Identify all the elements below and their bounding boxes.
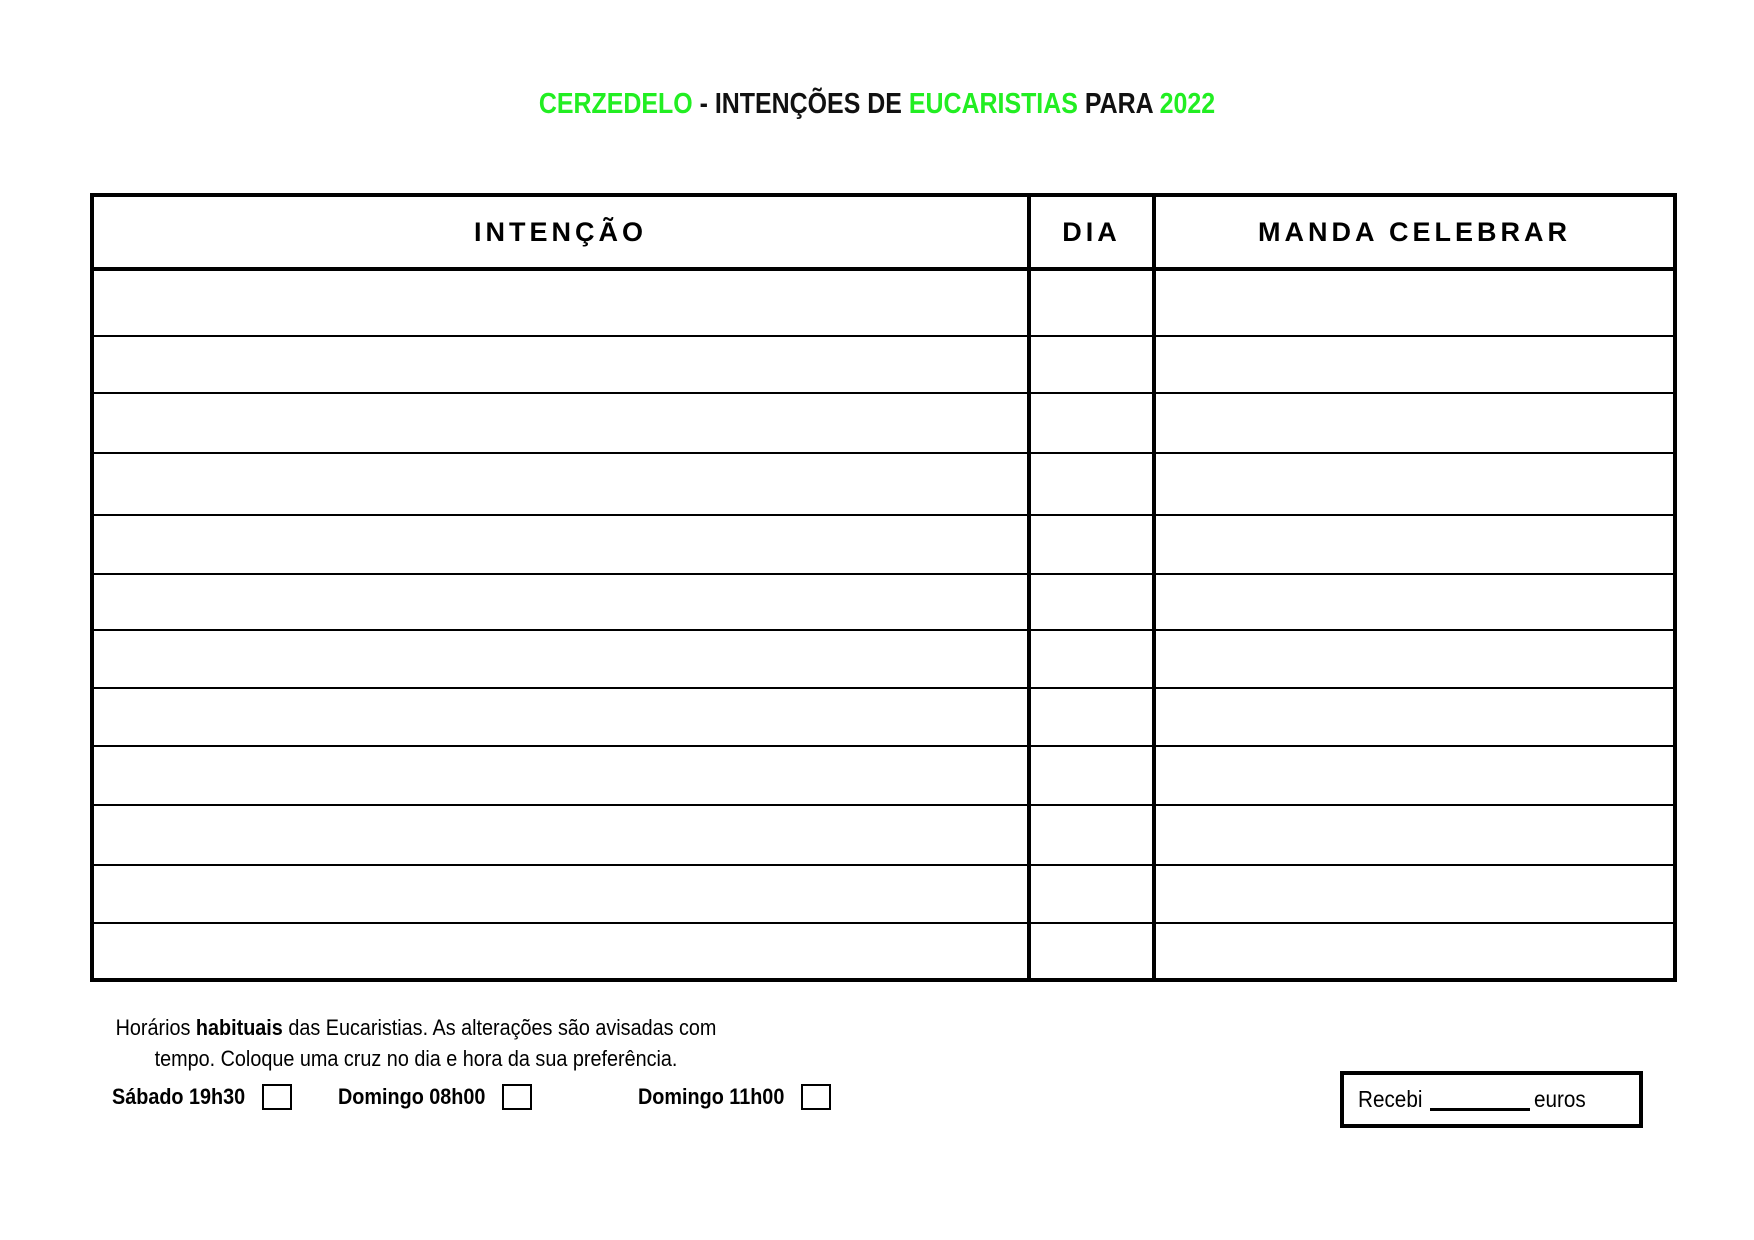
table-row <box>92 746 1675 805</box>
intencao-cell[interactable] <box>92 574 1029 630</box>
intencao-cell[interactable] <box>92 805 1029 865</box>
checkbox-domingo-08[interactable] <box>502 1084 532 1110</box>
manda-celebrar-cell[interactable] <box>1154 688 1675 747</box>
dia-cell[interactable] <box>1029 923 1154 980</box>
title-parish: CERZEDELO <box>538 88 693 120</box>
manda-celebrar-cell[interactable] <box>1154 805 1675 865</box>
intencao-cell[interactable] <box>92 453 1029 515</box>
manda-celebrar-cell[interactable] <box>1154 923 1675 980</box>
header-manda-celebrar: MANDA CELEBRAR <box>1154 195 1675 269</box>
note-bold: habituais <box>195 1015 283 1040</box>
title-intencoes: - INTENÇÕES DE <box>692 88 909 120</box>
intentions-table <box>90 193 1677 982</box>
intencao-cell[interactable] <box>92 746 1029 805</box>
dia-cell[interactable] <box>1029 453 1154 515</box>
table-row <box>92 453 1675 515</box>
schedule-label-domingo-11: Domingo 11h00 <box>638 1084 785 1109</box>
table-header-row <box>92 195 1675 269</box>
dia-cell[interactable] <box>1029 630 1154 688</box>
table-row <box>92 805 1675 865</box>
dia-cell[interactable] <box>1029 515 1154 575</box>
manda-celebrar-cell[interactable] <box>1154 630 1675 688</box>
table-row <box>92 393 1675 453</box>
schedule-option-domingo-08 <box>338 1084 532 1110</box>
manda-celebrar-cell[interactable] <box>1154 453 1675 515</box>
dia-cell[interactable] <box>1029 865 1154 924</box>
page-title <box>123 88 1631 121</box>
schedule-note <box>110 1012 722 1074</box>
intencao-cell[interactable] <box>92 688 1029 747</box>
note-prefix: Horários <box>115 1015 196 1040</box>
table-row <box>92 574 1675 630</box>
title-para: PARA <box>1077 88 1160 120</box>
manda-celebrar-cell[interactable] <box>1154 393 1675 453</box>
dia-cell[interactable] <box>1029 393 1154 453</box>
manda-celebrar-cell[interactable] <box>1154 746 1675 805</box>
intencao-cell[interactable] <box>92 630 1029 688</box>
dia-cell[interactable] <box>1029 269 1154 336</box>
receipt-label: Recebi <box>1358 1086 1423 1112</box>
manda-celebrar-cell[interactable] <box>1154 574 1675 630</box>
intencao-cell[interactable] <box>92 393 1029 453</box>
intencao-cell[interactable] <box>92 923 1029 980</box>
table-row <box>92 336 1675 394</box>
receipt-amount-field[interactable] <box>1430 1088 1530 1111</box>
intencao-cell[interactable] <box>92 865 1029 924</box>
table-row <box>92 865 1675 924</box>
checkbox-domingo-11[interactable] <box>801 1084 831 1110</box>
header-dia: DIA <box>1029 195 1154 269</box>
intencao-cell[interactable] <box>92 269 1029 336</box>
note-line2: tempo. Coloque uma cruz no dia e hora da sua preferência. <box>154 1046 678 1071</box>
schedule-option-sabado <box>112 1084 292 1110</box>
table-row <box>92 269 1675 336</box>
header-intencao: INTENÇÃO <box>92 195 1029 269</box>
intencao-cell[interactable] <box>92 515 1029 575</box>
schedule-option-domingo-11 <box>638 1084 831 1110</box>
manda-celebrar-cell[interactable] <box>1154 865 1675 924</box>
table-row <box>92 688 1675 747</box>
table-row <box>92 515 1675 575</box>
title-eucaristias: EUCARISTIAS <box>908 88 1078 120</box>
checkbox-sabado[interactable] <box>262 1084 292 1110</box>
manda-celebrar-cell[interactable] <box>1154 515 1675 575</box>
schedule-label-domingo-08: Domingo 08h00 <box>338 1084 486 1109</box>
title-year: 2022 <box>1159 88 1216 120</box>
dia-cell[interactable] <box>1029 805 1154 865</box>
table-row <box>92 923 1675 980</box>
intencao-cell[interactable] <box>92 336 1029 394</box>
receipt-box <box>1340 1071 1643 1128</box>
receipt-unit: euros <box>1533 1086 1586 1112</box>
dia-cell[interactable] <box>1029 746 1154 805</box>
note-suffix: das Eucaristias. As alterações são avisadas com <box>282 1015 717 1040</box>
table-row <box>92 630 1675 688</box>
dia-cell[interactable] <box>1029 574 1154 630</box>
manda-celebrar-cell[interactable] <box>1154 336 1675 394</box>
manda-celebrar-cell[interactable] <box>1154 269 1675 336</box>
dia-cell[interactable] <box>1029 336 1154 394</box>
dia-cell[interactable] <box>1029 688 1154 747</box>
schedule-label-sabado: Sábado 19h30 <box>112 1084 246 1109</box>
